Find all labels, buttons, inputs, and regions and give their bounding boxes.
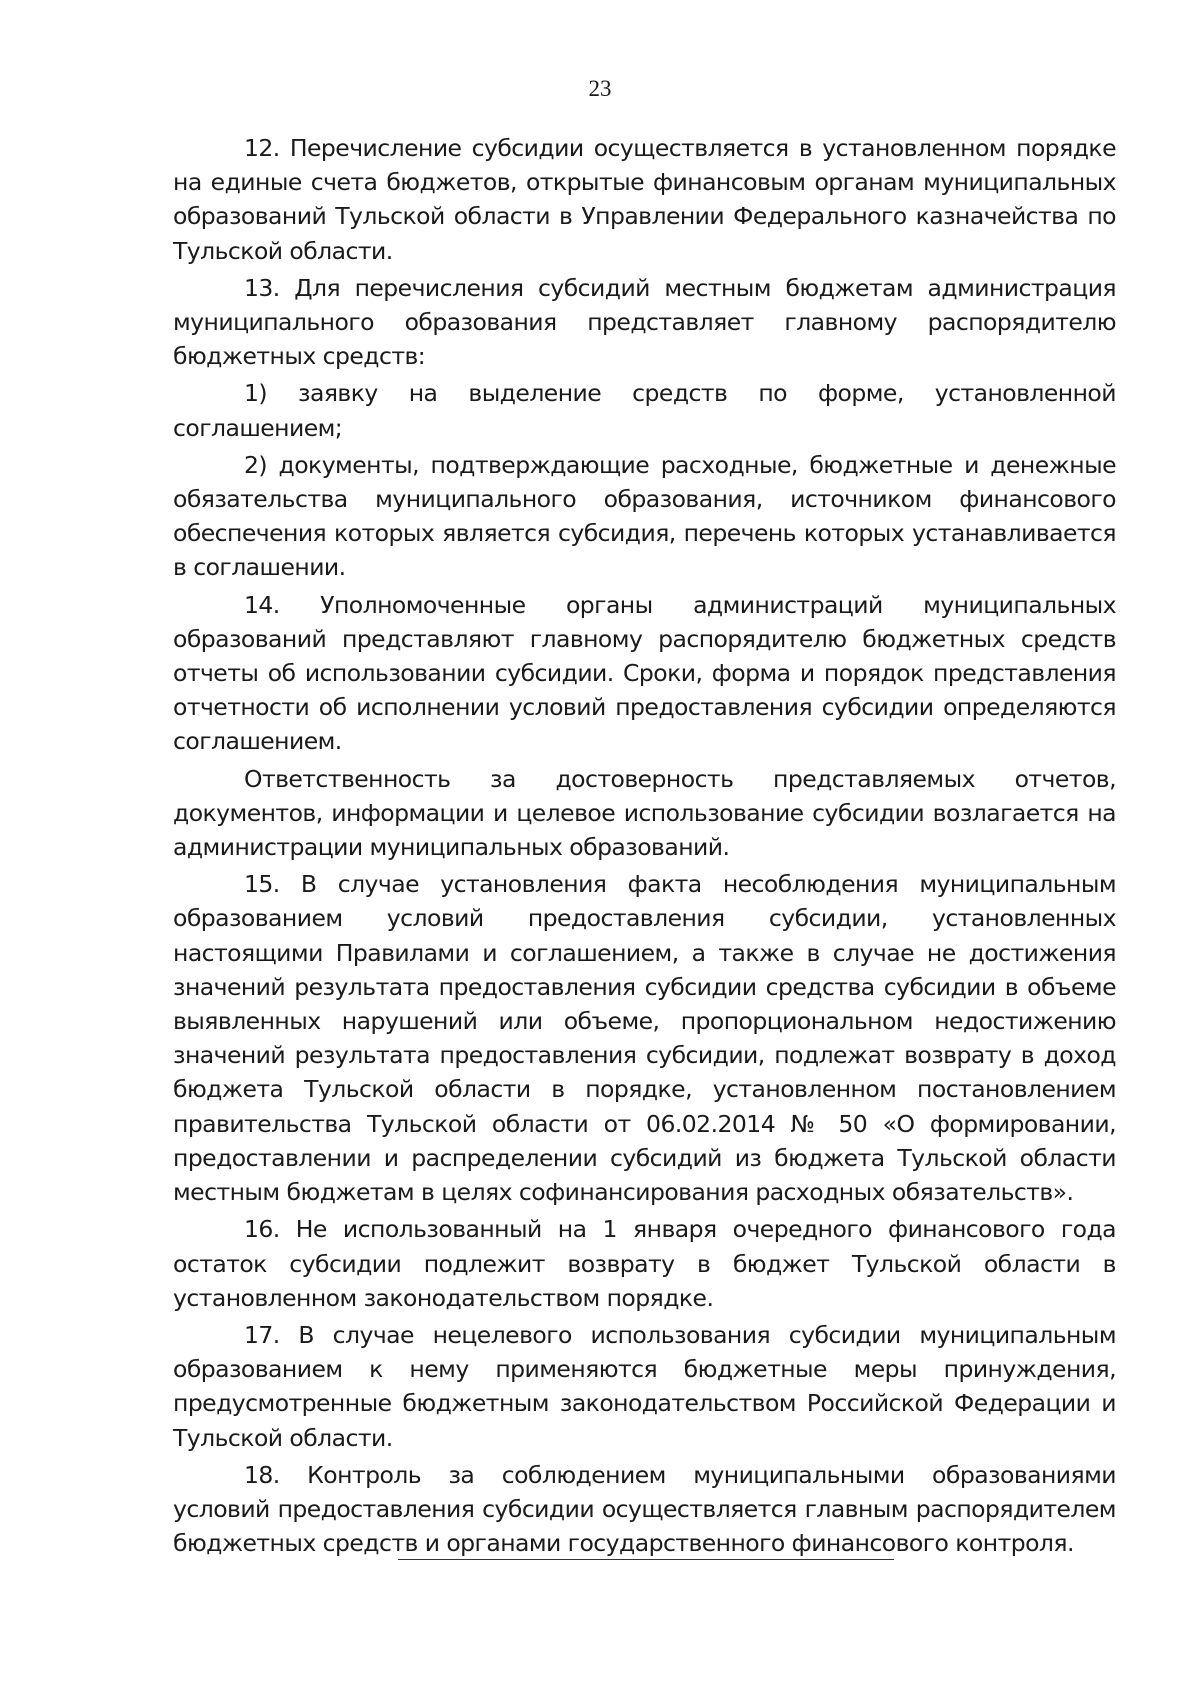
paragraph-18: 18. Контроль за соблюдением муниципальными образованиями условий предоставления субсидии осуществляется главным распорядителем бюджетных средств и органами государственного финансового контроля. [173, 1460, 1116, 1558]
paragraph-14-responsibility: Ответственность за достоверность представляемых отчетов, документов, информации и целевое использование субсидии возлагается на администрации муниципальных образований. [173, 764, 1116, 862]
paragraph-13-item-2: 2) документы, подтверждающие расходные, бюджетные и денежные обязательства муниципального образования, источником финансового обеспечения которых является субсидия, перечень которых устанавливается в соглашении. [173, 450, 1116, 582]
paragraph-14: 14. Уполномоченные органы администраций муниципальных образований представляют главному распорядителю бюджетных средств отчеты об использовании субсидии. Сроки, форма и порядок представления отчетности об исполнении условий предоставления субсидии определяются соглашением. [173, 590, 1116, 756]
document-body [173, 131, 1116, 1560]
page-number: 23 [588, 76, 612, 101]
paragraph-12: 12. Перечисление субсидии осуществляется в установленном порядке на единые счета бюджетов, открытые финансовым органам муниципальных образований Тульской области в Управлении Федерального казначейства по Тульской области. [173, 134, 1116, 265]
paragraph-17: 17. В случае нецелевого использования субсидии муниципальным образованием к нему применяются бюджетные меры принуждения, предусмотренные бюджетным законодательством Российской Федерации и Тульской области. [173, 1320, 1116, 1452]
paragraph-13: 13. Для перечисления субсидий местным бюджетам администрация муниципального образования представляет главному распорядителю бюджетных средств: [173, 273, 1116, 371]
end-divider-line [398, 1559, 894, 1560]
paragraph-15: 15. В случае установления факта несоблюдения муниципальным образованием условий предоставления субсидии, установленных настоящими Правилами и соглашением, а также в случае не достижения значений результата предоставления субсидии средства субсидии в объеме выявленных нарушений или объеме, пропорциональном недостижению значений результата предоставления субсидии, подлежат возврату в доход бюджета Тульской области в порядке, установленном постановлением правительства Тульской области от 06.02.2014 № 50 «О формировании, предоставлении и распределении субсидий из бюджета Тульской области местным бюджетам в целях софинансирования расходных обязательств». [173, 870, 1116, 1207]
paragraph-16: 16. Не использованный на 1 января очередного финансового года остаток субсидии подлежит возврату в бюджет Тульской области в установленном законодательством порядке. [173, 1215, 1116, 1312]
paragraph-13-item-1: 1) заявку на выделение средств по форме, установленной соглашением; [173, 379, 1116, 442]
